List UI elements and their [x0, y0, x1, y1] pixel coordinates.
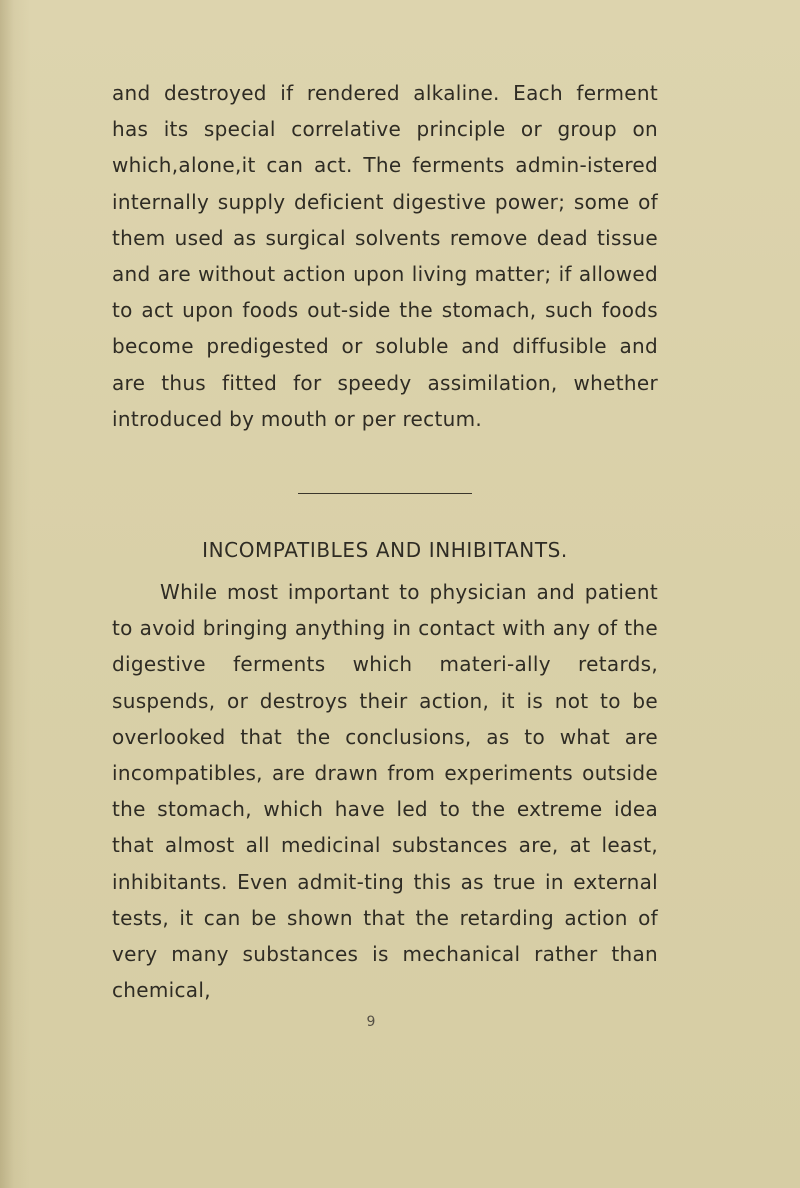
section-heading: INCOMPATIBLES AND INHIBITANTS.	[202, 538, 568, 562]
paragraph-continued: and destroyed if rendered alkaline. Each ferment has its special correlative principle or group on which,alone,it can act. The ferments admin-istered internally supply deficient digestive power; some of them used as surgical solvents remove dead tissue and are without action upon living matter; if allowed to act upon foods out-side the stomach, such foods become predigested or soluble and diffusible and are thus fitted for speedy assimilation, whether introduced by mouth or per rectum.	[112, 81, 658, 431]
section-divider	[298, 493, 472, 494]
paragraph-section: While most important to physician and patient to avoid bringing anything in contact with any of the digestive ferments which materi-ally retards, suspends, or destroys their action, it is not to be overlooked that the conclusions, as to what are incompatibles, are drawn from experiments outside the stomach, which have led to the extreme idea that almost all medicinal substances are, at least, inhibitants. Even admit-ting this as true in external tests, it can be shown that the retarding action of very many substances is mechanical rather than chemical,	[112, 580, 658, 1003]
page-folio: 9	[366, 1014, 376, 1030]
